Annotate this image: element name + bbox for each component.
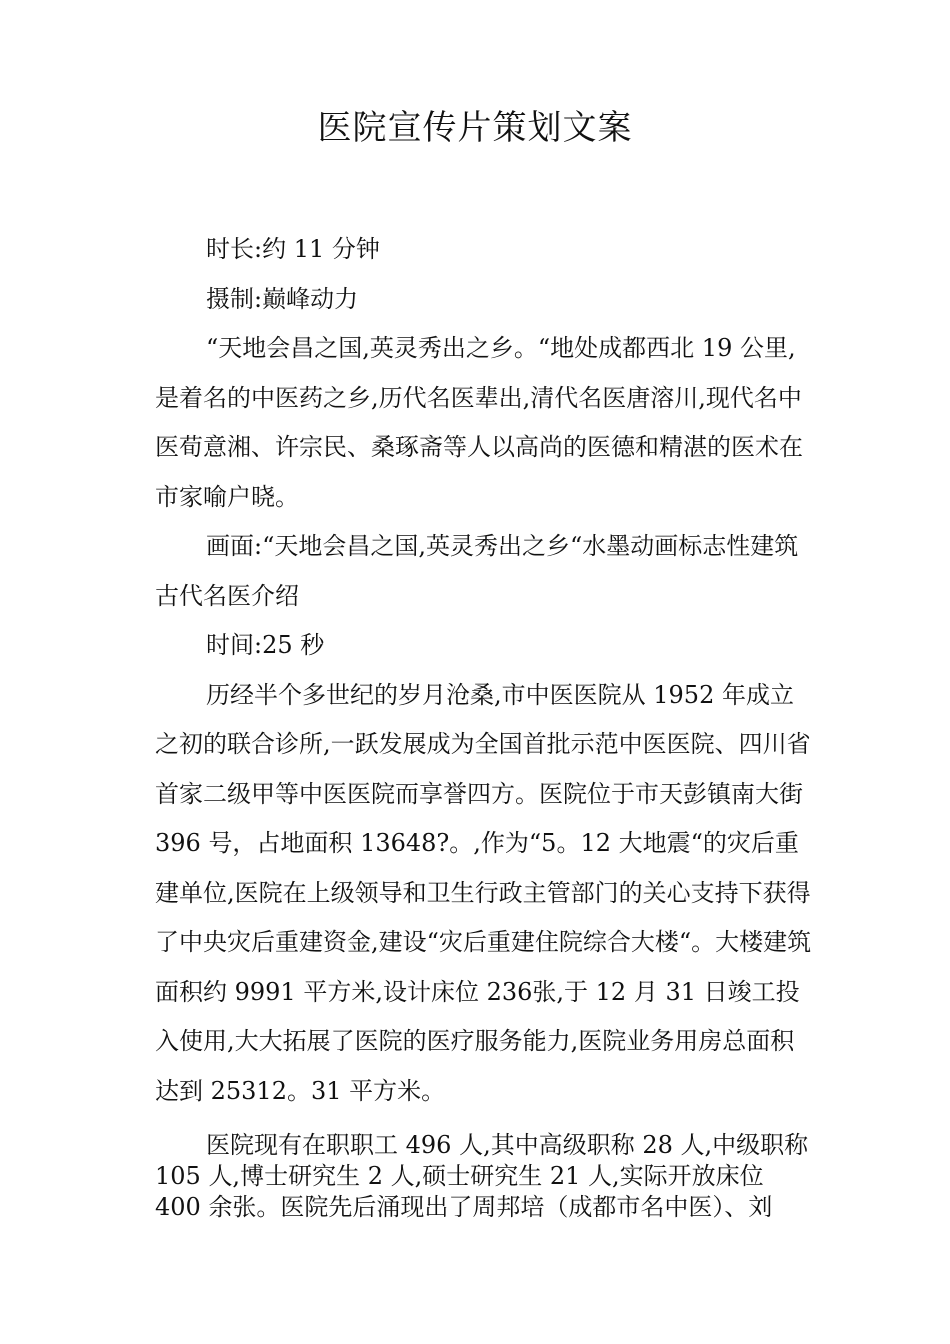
paragraph-intro: “天地会昌之国,英灵秀出之乡。“地处成都西北 19 公里,是着名的中医药之乡,历代名医辈出,清代名医唐溶川,现代名中医荀意湘、许宗民、桑琢斋等人以高尚的医德和精湛的医术在市家喻户晓。 <box>155 334 803 511</box>
document-body <box>155 225 815 1223</box>
paragraph-scene: 画面:“天地会昌之国,英灵秀出之乡“水墨动画标志性建筑古代名医介绍 <box>155 532 799 610</box>
paragraph-time: 时间:25 秒 <box>206 631 325 659</box>
paragraph-history: 历经半个多世纪的岁月沧桑,市中医医院从 1952 年成立之初的联合诊所,一跃发展成为全国首批示范中医医院、四川省首家二级甲等中医医院而享誉四方。医院位于市天彭镇南大街 396 号，占地面积 13648?。,作为“5。12 大地震“的灾后重建单位,医院在上级领导和卫生行政主管部门的关心支持下获得了中央灾后重建资金,建设“灾后重建住院综合大楼“。大楼建筑面积约 9991 平方米,设计床位 236张,于 12 月 31 日竣工投入使用,大大拓展了医院的医疗服务能力,医院业务用房总面积达到 25312。31 平方米。 <box>155 680 812 1105</box>
paragraph-producer: 摄制:巅峰动力 <box>206 284 359 313</box>
paragraph-duration: 时长:约 11 分钟 <box>206 235 380 263</box>
document-title: 医院宣传片策划文案 <box>317 108 633 148</box>
paragraph-staff: 医院现有在职职工 496 人,其中高级职称 28 人,中级职称 105 人,博士研究生 2 人,硕士研究生 21 人,实际开放床位 400 余张。医院先后涌现出了周邦培（成都市名中医）、刘 <box>155 1131 809 1221</box>
